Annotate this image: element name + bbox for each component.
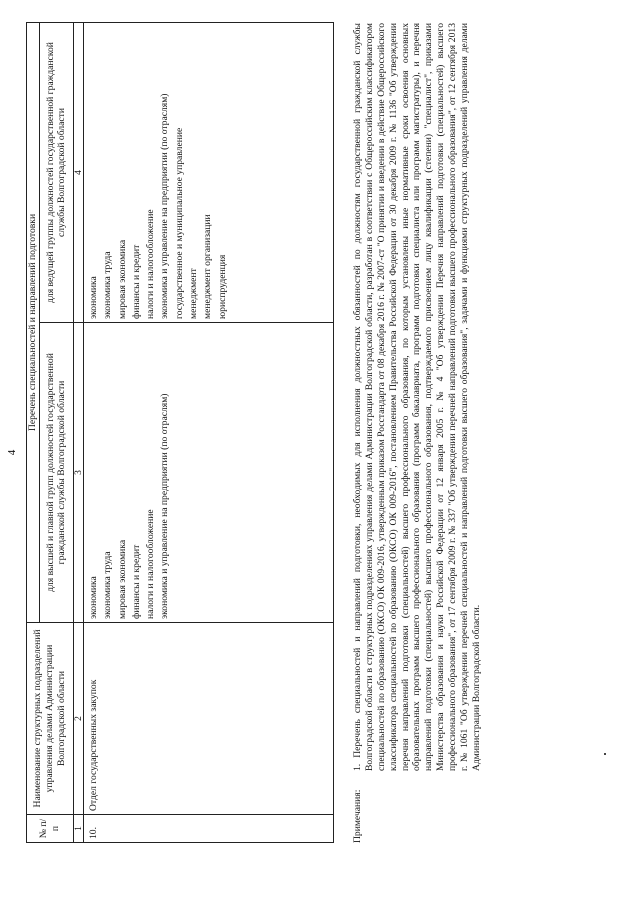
specialty-item: экономика труда: [102, 551, 114, 619]
column-number-4: 4: [73, 22, 83, 322]
row-unit-name: Отдел государственных закупок: [83, 623, 333, 815]
specialty-item: государственное и муниципальное управление: [173, 127, 185, 319]
specialty-item: финансы и кредит: [130, 244, 142, 319]
column-number-3: 3: [73, 323, 83, 623]
specialty-item: мировая экономика: [116, 539, 128, 619]
specialty-item: финансы и кредит: [130, 544, 142, 619]
header-specialties-group: Перечень специальностей и направлений подготовки: [27, 22, 40, 622]
specialties-table: [26, 22, 334, 843]
column-number-2: 2: [73, 623, 83, 815]
notes-section: [352, 23, 483, 843]
specialty-item: мировая экономика: [116, 239, 128, 319]
specialty-item: экономика труда: [102, 251, 114, 319]
specialty-item: экономика: [87, 276, 99, 319]
page-number: 4: [6, 449, 18, 456]
notes-label: Примечания:: [352, 789, 363, 843]
specialty-item: экономика и управление на предприятии (по отраслям): [159, 393, 171, 619]
specialty-item: менеджмент организации: [202, 214, 214, 319]
row-leading-specialties: [83, 22, 333, 322]
specialty-item: менеджмент: [187, 268, 199, 319]
table-row: [83, 22, 333, 842]
header-unit: Наименование структурных подразделений управления делами Администрации Волгоградской области: [27, 623, 74, 815]
specialty-item: налоги и налогообложение: [145, 209, 157, 319]
specialty-item: экономика: [87, 576, 99, 619]
column-number-1: 1: [73, 815, 83, 843]
row-number: 10.: [83, 815, 333, 843]
row-higher-specialties: [83, 323, 333, 623]
notes-text: 1. Перечень специальностей и направлений подготовки, необходимых для исполнения должностных обязанностей по должностям государственной гражданской службы Волгоградской области в структурных подразделениях управления делами Администрации Волгоградской области, разработан в соответствии с Общероссийским классификатором специальностей по образованию (ОКСО) ОК 009-2016, утвержденным приказом Росстандарта от 08 декабря 2016 г. № 2007-ст "О принятии и введении в действие Общероссийского классификатора специальностей по образованию (ОКСО) ОК 009-2016", постановлением Правительства Российской Федерации от 30 декабря 2009 г. № 1136 "Об утверждении перечня направлений подготовки (специальностей) высшего профессионального образования, по которым установлены иные нормативные сроки освоения основных образовательных программ высшего профессионального образования (программ бакалавриата, программ подготовки специалиста или программ магистратуры), и перечня направлений подготовки (специальностей) высшего профессионального образования, подтверждаемого присвоением лицу квалификации (степени) "специалист", приказами Министерства образования и науки Российской Федерации от 12 января 2005 г. № 4 "Об утверждении Перечня направлений подготовки (специальностей) высшего профессионального образования", от 17 сентября 2009 г. № 337 "Об утверждении перечней направлений подготовки высшего профессионального образования", от 12 сентября 2013 г. № 1061 "Об утверждении перечней специальностей и направлений подготовки высшего образования", задачами и функциями структурных подразделений управления делами Администрации Волгоградской области.: [352, 23, 482, 771]
header-number: № п/п: [27, 815, 74, 843]
specialty-item: юриспруденция: [216, 254, 228, 319]
specialty-item: налоги и налогообложение: [145, 509, 157, 619]
header-higher-groups: для высшей и главной групп должностей государственной гражданской службы Волгоградской области: [39, 323, 73, 623]
header-leading-group: для ведущей группы должностей государственной гражданской службы Волгоградской области: [39, 22, 73, 322]
specialty-item: экономика и управление на предприятии (по отраслям): [159, 93, 171, 319]
scan-speck: [604, 753, 606, 755]
